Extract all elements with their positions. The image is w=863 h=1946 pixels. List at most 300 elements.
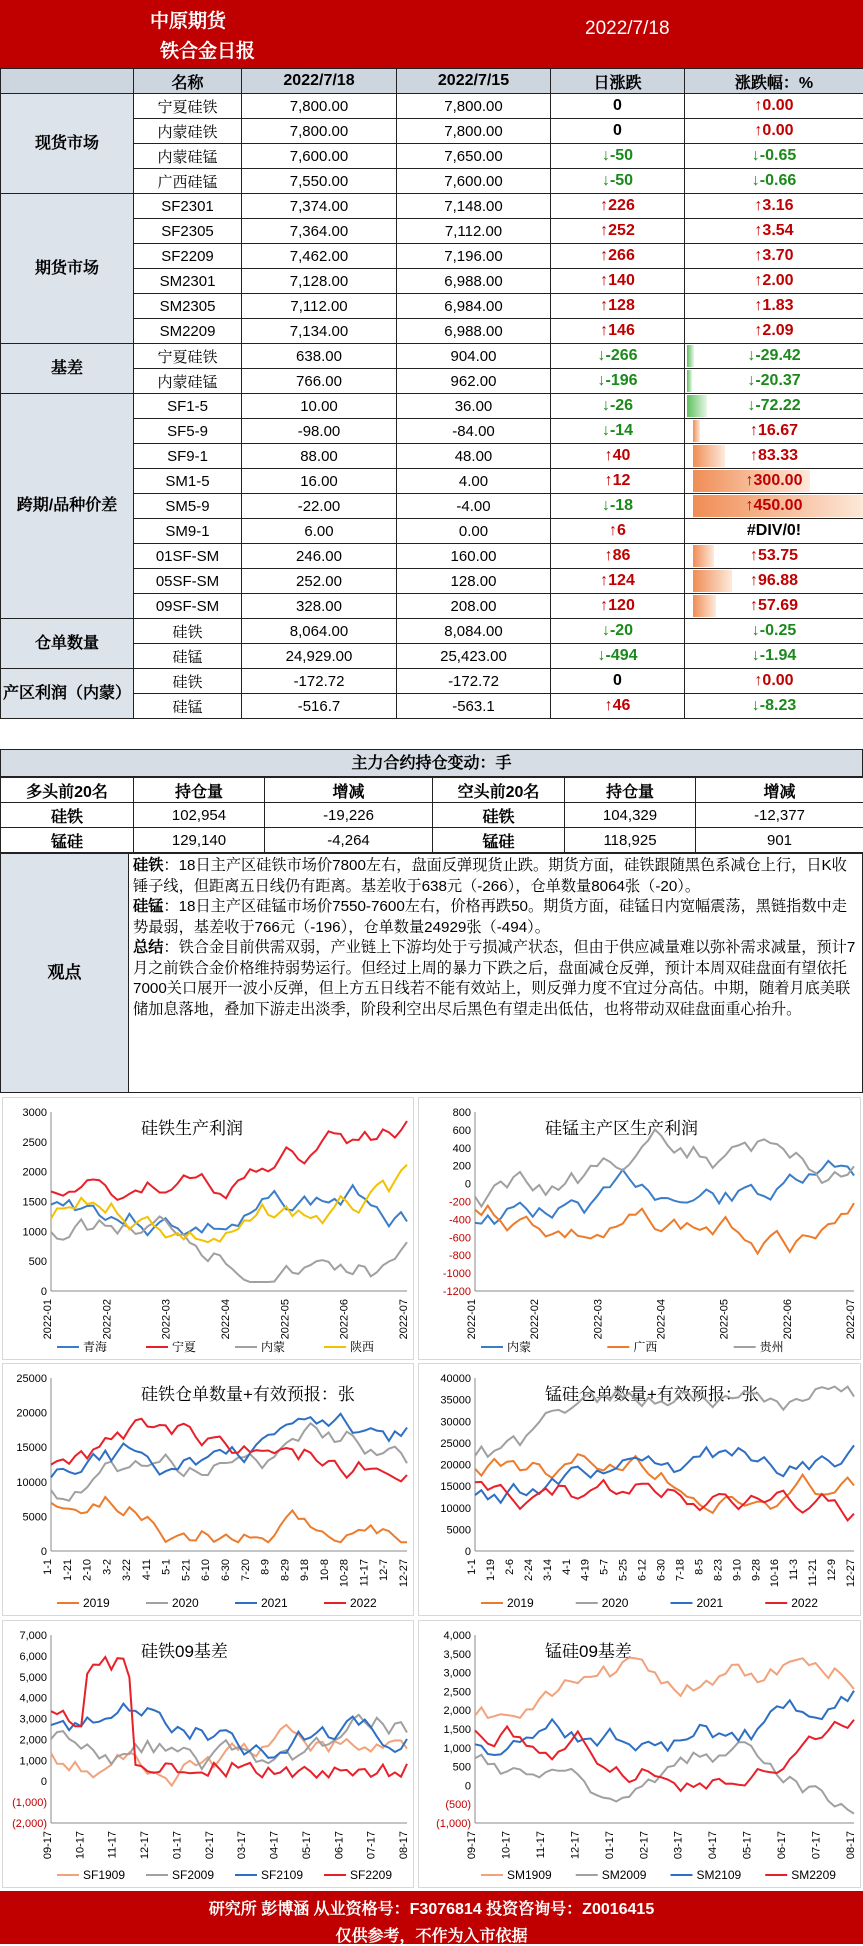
change-pct-value: ↑0.00 xyxy=(754,672,793,689)
positions-cell: 129,140 xyxy=(134,828,265,853)
x-tick-label: 06-17 xyxy=(776,1831,788,1859)
y-tick-label: 4,000 xyxy=(19,1693,47,1705)
x-tick-label: 3-22 xyxy=(121,1559,133,1581)
x-tick-label: 11-17 xyxy=(535,1831,547,1858)
value-today: -22.00 xyxy=(242,494,397,519)
series-line xyxy=(475,1203,854,1254)
legend-label: 宁夏 xyxy=(172,1340,196,1354)
y-tick-label: 400 xyxy=(453,1143,471,1155)
positions-header: 空头前20名 xyxy=(433,778,565,803)
legend-label: SM1909 xyxy=(507,1868,552,1882)
y-tick-label: 30000 xyxy=(440,1416,471,1428)
daily-change: ↑226 xyxy=(551,194,685,219)
x-tick-label: 2022-05 xyxy=(279,1299,291,1339)
positions-title: 主力合约持仓变动：手 xyxy=(0,749,863,777)
x-tick-label: 05-17 xyxy=(742,1831,754,1859)
legend-label: 2021 xyxy=(697,1596,724,1610)
row-name: 01SF-SM xyxy=(134,544,242,569)
table-row xyxy=(1,619,863,644)
positions-header: 持仓量 xyxy=(134,778,265,803)
value-prev: -172.72 xyxy=(397,669,551,694)
x-tick-label: 2022-01 xyxy=(42,1299,54,1339)
change-pct-value: ↓-0.25 xyxy=(752,622,796,639)
footer-disclaimer: 仅供参考，不作为入市依据 xyxy=(0,1923,863,1946)
change-pct-value: ↓-0.66 xyxy=(752,172,796,189)
value-today: 7,112.00 xyxy=(242,294,397,319)
chart-sf-warrants xyxy=(2,1363,414,1616)
positions-cell: -4,264 xyxy=(265,828,433,853)
row-name: SF9-1 xyxy=(134,444,242,469)
y-tick-label: (2,000) xyxy=(12,1818,47,1830)
x-tick-label: 8-23 xyxy=(712,1559,724,1581)
x-tick-label: 10-28 xyxy=(339,1559,351,1587)
x-tick-label: 1-1 xyxy=(42,1559,54,1575)
change-pct-value: ↓-1.94 xyxy=(752,647,796,664)
y-tick-label: 10000 xyxy=(440,1503,471,1515)
y-tick-label: 0 xyxy=(41,1546,47,1558)
row-name: 09SF-SM xyxy=(134,594,242,619)
daily-change: ↑140 xyxy=(551,269,685,294)
x-tick-label: 6-30 xyxy=(220,1559,232,1581)
positions-header: 增减 xyxy=(265,778,433,803)
x-tick-label: 2022-05 xyxy=(719,1299,731,1339)
x-tick-label: 1-19 xyxy=(485,1559,497,1581)
legend-label: SM2009 xyxy=(602,1868,647,1882)
viewpoint-key: 硅铁 xyxy=(133,857,163,874)
y-tick-label: -1200 xyxy=(443,1286,471,1298)
y-tick-label: 200 xyxy=(453,1161,471,1173)
x-tick-label: 3-2 xyxy=(101,1559,113,1575)
section-label: 期货市场 xyxy=(1,194,134,344)
series-line xyxy=(475,1480,854,1520)
x-tick-label: 12-9 xyxy=(826,1559,838,1581)
y-tick-label: 1,000 xyxy=(19,1755,47,1767)
value-prev: 48.00 xyxy=(397,444,551,469)
y-tick-label: 1,000 xyxy=(443,1743,471,1755)
daily-change: 0 xyxy=(551,669,685,694)
y-tick-label: 0 xyxy=(465,1179,471,1191)
y-tick-label: 20000 xyxy=(440,1460,471,1472)
chart-sf-basis xyxy=(2,1620,414,1888)
row-name: SF2209 xyxy=(134,244,242,269)
row-name: 05SF-SM xyxy=(134,569,242,594)
change-pct xyxy=(685,544,863,569)
value-today: 7,128.00 xyxy=(242,269,397,294)
column-header: 涨跌幅：% xyxy=(685,69,863,94)
y-tick-label: 25000 xyxy=(440,1438,471,1450)
change-pct xyxy=(685,444,863,469)
row-name: SM2305 xyxy=(134,294,242,319)
row-name: SM2301 xyxy=(134,269,242,294)
x-tick-label: 11-3 xyxy=(788,1559,800,1580)
y-tick-label: 3,000 xyxy=(443,1668,471,1680)
row-name: SF2305 xyxy=(134,219,242,244)
y-tick-label: 3000 xyxy=(23,1107,47,1119)
change-pct xyxy=(685,319,863,344)
x-tick-label: 10-17 xyxy=(500,1831,512,1859)
x-tick-label: 08-17 xyxy=(398,1831,410,1859)
value-prev: 8,084.00 xyxy=(397,619,551,644)
y-tick-label: 25000 xyxy=(16,1373,47,1385)
daily-change: ↑128 xyxy=(551,294,685,319)
daily-change: ↑6 xyxy=(551,519,685,544)
change-pct-value: ↑0.00 xyxy=(754,122,793,139)
data-bar xyxy=(687,370,692,392)
section-label: 现货市场 xyxy=(1,94,134,194)
value-prev: 7,800.00 xyxy=(397,119,551,144)
series-line xyxy=(51,1704,407,1758)
change-pct xyxy=(685,519,863,544)
x-tick-label: 03-17 xyxy=(673,1831,685,1859)
legend-label: 广西 xyxy=(633,1339,657,1354)
y-tick-label: -800 xyxy=(449,1250,471,1262)
y-tick-label: -200 xyxy=(449,1197,471,1209)
x-tick-label: 10-17 xyxy=(74,1831,86,1859)
x-tick-label: 5-7 xyxy=(599,1559,611,1575)
value-today: 7,600.00 xyxy=(242,144,397,169)
y-tick-label: 0 xyxy=(41,1286,47,1298)
daily-change: 0 xyxy=(551,119,685,144)
y-tick-label: 1000 xyxy=(23,1226,47,1238)
value-today: 328.00 xyxy=(242,594,397,619)
x-tick-label: 02-17 xyxy=(638,1831,650,1859)
chart-title: 硅铁09基差 xyxy=(141,1642,228,1661)
series-line xyxy=(51,1165,407,1243)
table-row xyxy=(1,194,863,219)
value-prev: 208.00 xyxy=(397,594,551,619)
x-tick-label: 11-21 xyxy=(807,1559,819,1586)
value-prev: -84.00 xyxy=(397,419,551,444)
y-tick-label: 3,500 xyxy=(443,1649,471,1661)
y-tick-label: 2,500 xyxy=(443,1686,471,1698)
value-today: 252.00 xyxy=(242,569,397,594)
daily-change: ↓-266 xyxy=(551,344,685,369)
value-today: 6.00 xyxy=(242,519,397,544)
x-tick-label: 01-17 xyxy=(604,1831,616,1859)
x-tick-label: 07-17 xyxy=(811,1831,823,1859)
x-tick-label: 1-1 xyxy=(466,1559,478,1575)
change-pct-value: ↓-20.37 xyxy=(747,372,800,389)
value-prev: 7,196.00 xyxy=(397,244,551,269)
legend-label: 2019 xyxy=(507,1596,534,1610)
daily-change: ↓-196 xyxy=(551,369,685,394)
series-line xyxy=(475,1691,854,1755)
x-tick-label: 2022-03 xyxy=(592,1299,604,1339)
change-pct xyxy=(685,694,863,719)
daily-change: ↓-50 xyxy=(551,144,685,169)
change-pct-value: ↓-0.65 xyxy=(752,147,796,164)
value-prev: 7,148.00 xyxy=(397,194,551,219)
value-today: 10.00 xyxy=(242,394,397,419)
x-tick-label: 09-17 xyxy=(466,1831,478,1859)
change-pct xyxy=(685,94,863,119)
positions-header: 多头前20名 xyxy=(1,778,134,803)
value-today: 638.00 xyxy=(242,344,397,369)
change-pct-value: ↑3.16 xyxy=(754,197,793,214)
report-header xyxy=(0,0,863,68)
chart-title: 硅铁生产利润 xyxy=(141,1119,243,1138)
value-prev: 7,600.00 xyxy=(397,169,551,194)
change-pct-value: ↑3.70 xyxy=(754,247,793,264)
y-tick-label: 5000 xyxy=(23,1511,47,1523)
market-table xyxy=(0,68,863,719)
daily-change: ↑86 xyxy=(551,544,685,569)
row-name: 内蒙硅锰 xyxy=(134,144,242,169)
data-bar xyxy=(693,420,700,442)
change-pct-value: ↑16.67 xyxy=(750,422,798,439)
positions-cell: -19,226 xyxy=(265,803,433,828)
chart-title: 锰硅09基差 xyxy=(545,1642,632,1661)
value-today: 7,550.00 xyxy=(242,169,397,194)
change-pct xyxy=(685,119,863,144)
y-tick-label: 800 xyxy=(453,1107,471,1119)
row-name: 宁夏硅铁 xyxy=(134,94,242,119)
row-name: 宁夏硅铁 xyxy=(134,344,242,369)
value-prev: 6,984.00 xyxy=(397,294,551,319)
x-tick-label: 2022-07 xyxy=(845,1299,857,1339)
y-tick-label: 15000 xyxy=(440,1481,471,1493)
legend-label: SF2109 xyxy=(261,1868,303,1882)
daily-change: ↑120 xyxy=(551,594,685,619)
positions-header-row xyxy=(1,778,863,803)
change-pct xyxy=(685,594,863,619)
change-pct-value: ↑1.83 xyxy=(754,297,793,314)
header-blank xyxy=(1,69,134,94)
positions-row xyxy=(1,828,863,853)
x-tick-label: 10-8 xyxy=(319,1559,331,1581)
y-tick-label: 0 xyxy=(41,1776,47,1788)
value-prev: 36.00 xyxy=(397,394,551,419)
x-tick-label: 5-1 xyxy=(161,1559,173,1575)
y-tick-label: 500 xyxy=(453,1762,471,1774)
value-today: 246.00 xyxy=(242,544,397,569)
y-tick-label: 5,000 xyxy=(19,1672,47,1684)
change-pct-value: ↑300.00 xyxy=(746,472,803,489)
value-today: 24,929.00 xyxy=(242,644,397,669)
change-pct xyxy=(685,294,863,319)
change-pct xyxy=(685,219,863,244)
value-prev: -563.1 xyxy=(397,694,551,719)
row-name: SM2209 xyxy=(134,319,242,344)
value-today: 8,064.00 xyxy=(242,619,397,644)
daily-change: ↓-26 xyxy=(551,394,685,419)
legend-label: 2021 xyxy=(261,1596,288,1610)
y-tick-label: 6,000 xyxy=(19,1651,47,1663)
row-name: SM9-1 xyxy=(134,519,242,544)
daily-change: ↑124 xyxy=(551,569,685,594)
y-tick-label: 500 xyxy=(29,1256,47,1268)
row-name: SM1-5 xyxy=(134,469,242,494)
viewpoint-key: 总结 xyxy=(133,939,163,956)
series-line xyxy=(51,1715,407,1769)
value-today: -98.00 xyxy=(242,419,397,444)
column-header: 2022/7/15 xyxy=(397,69,551,94)
row-name: 内蒙硅锰 xyxy=(134,369,242,394)
report-date: 2022/7/18 xyxy=(585,18,670,40)
row-name: 硅锰 xyxy=(134,694,242,719)
y-tick-label: 2,000 xyxy=(19,1734,47,1746)
value-prev: -4.00 xyxy=(397,494,551,519)
change-pct-value: ↑450.00 xyxy=(746,497,803,514)
value-prev: 25,423.00 xyxy=(397,644,551,669)
x-tick-label: 12-27 xyxy=(398,1559,410,1587)
y-tick-label: 0 xyxy=(465,1780,471,1792)
change-pct-value: ↑2.00 xyxy=(754,272,793,289)
value-prev: 7,650.00 xyxy=(397,144,551,169)
x-tick-label: 04-17 xyxy=(269,1831,281,1859)
value-prev: 962.00 xyxy=(397,369,551,394)
daily-change: ↑46 xyxy=(551,694,685,719)
viewpoint-body: ：18日主产区硅锰市场价7550-7600左右，价格再跌50。期货方面，硅锰日内宽幅震荡，黑链指数中走势最弱，基差收于766元（-196），仓单数量24929张（-494）。 xyxy=(133,898,847,936)
value-prev: 128.00 xyxy=(397,569,551,594)
legend-label: SF2209 xyxy=(350,1868,392,1882)
y-tick-label: 40000 xyxy=(440,1373,471,1385)
y-tick-label: 15000 xyxy=(16,1442,47,1454)
y-tick-label: 1500 xyxy=(23,1197,47,1209)
row-name: 硅锰 xyxy=(134,644,242,669)
change-pct xyxy=(685,669,863,694)
daily-change: ↓-18 xyxy=(551,494,685,519)
legend-label: 内蒙 xyxy=(507,1339,531,1354)
viewpoint-body: ：18日主产区硅铁市场价7800左右，盘面反弹现货止跌。期货方面，硅铁跟随黑色系减仓上行，日K收锤子线，但距离五日线仍有距离。基差收于638元（-266），仓单数量8064张（-20）。 xyxy=(133,857,847,895)
series-line xyxy=(51,1423,407,1500)
daily-change: ↑146 xyxy=(551,319,685,344)
x-tick-label: 6-30 xyxy=(656,1559,668,1581)
positions-cell: 硅铁 xyxy=(433,803,565,828)
x-tick-label: 2022-02 xyxy=(529,1299,541,1339)
x-tick-label: 8-29 xyxy=(279,1559,291,1581)
positions-cell: 102,954 xyxy=(134,803,265,828)
x-tick-label: 07-17 xyxy=(366,1831,378,1859)
y-tick-label: (1,000) xyxy=(12,1797,47,1809)
value-today: -516.7 xyxy=(242,694,397,719)
y-tick-label: 3,000 xyxy=(19,1714,47,1726)
data-bar xyxy=(687,345,694,367)
change-pct xyxy=(685,569,863,594)
y-tick-label: -600 xyxy=(449,1232,471,1244)
value-today: 7,364.00 xyxy=(242,219,397,244)
row-name: 内蒙硅铁 xyxy=(134,119,242,144)
y-tick-label: 2,000 xyxy=(443,1705,471,1717)
legend-label: 青海 xyxy=(83,1339,107,1354)
x-tick-label: 11-17 xyxy=(358,1559,370,1586)
x-tick-label: 2-10 xyxy=(82,1559,94,1581)
table-row xyxy=(1,669,863,694)
column-header: 名称 xyxy=(134,69,242,94)
viewpoint-text xyxy=(133,856,857,1020)
value-today: 7,462.00 xyxy=(242,244,397,269)
series-line xyxy=(475,1161,854,1224)
x-tick-label: 04-17 xyxy=(707,1831,719,1859)
section-label: 产区利润（内蒙） xyxy=(1,669,134,719)
data-bar xyxy=(693,445,725,467)
x-tick-label: 06-17 xyxy=(333,1831,345,1859)
table-row xyxy=(1,94,863,119)
viewpoint-paragraph xyxy=(133,897,857,938)
footer-analyst: 研究所 彭博涵 从业资格号：F3076814 投资咨询号：Z0016415 xyxy=(0,1896,863,1919)
daily-change: ↓-494 xyxy=(551,644,685,669)
legend-label: SF2009 xyxy=(172,1868,214,1882)
viewpoint-paragraph xyxy=(133,856,857,897)
x-tick-label: 12-17 xyxy=(569,1831,581,1859)
change-pct xyxy=(685,269,863,294)
change-pct xyxy=(685,644,863,669)
row-name: 硅铁 xyxy=(134,669,242,694)
report-title: 铁合金日报 xyxy=(160,36,255,63)
value-prev: 4.00 xyxy=(397,469,551,494)
legend-label: SM2109 xyxy=(697,1868,742,1882)
value-prev: 7,800.00 xyxy=(397,94,551,119)
x-tick-label: 9-10 xyxy=(731,1559,743,1581)
change-pct-value: ↑57.69 xyxy=(750,597,798,614)
daily-change: ↑266 xyxy=(551,244,685,269)
y-tick-label: 10000 xyxy=(16,1477,47,1489)
row-name: SF2301 xyxy=(134,194,242,219)
value-today: 7,134.00 xyxy=(242,319,397,344)
x-tick-label: 2022-06 xyxy=(782,1299,794,1339)
chart-sm-profit xyxy=(418,1097,861,1360)
y-tick-label: 1,500 xyxy=(443,1724,471,1736)
x-tick-label: 8-9 xyxy=(260,1559,272,1575)
x-tick-label: 03-17 xyxy=(236,1831,248,1859)
x-tick-label: 09-17 xyxy=(42,1831,54,1859)
y-tick-label: (1,000) xyxy=(436,1818,471,1830)
data-bar xyxy=(693,570,732,592)
legend-label: 贵州 xyxy=(760,1339,784,1354)
viewpoint-body: ：铁合金目前供需双弱，产业链上下游均处于亏损减产状态，但由于供应减量难以弥补需求减量，预计7月之前铁合金价格维持弱势运行。但经过上周的暴力下跌之后，盘面减仓反弹，预计本周双硅盘面有望依托7000关口展开一波小反弹，但上方五日线若不能有效站上，则反弹力度不宜过分高估。中期，随着月底美联储加息落地，叠加下游走出淡季，阶段利空出尽后黑色有望走出低估，也将带动双硅盘面重心抬升。 xyxy=(133,939,855,1018)
change-pct xyxy=(685,344,863,369)
x-tick-label: 2022-03 xyxy=(161,1299,173,1339)
value-prev: 904.00 xyxy=(397,344,551,369)
chart-title: 锰硅仓单数量+有效预报：张 xyxy=(545,1385,759,1404)
table-row xyxy=(1,394,863,419)
table-row xyxy=(1,344,863,369)
positions-cell: 硅铁 xyxy=(1,803,134,828)
change-pct-value: #DIV/0! xyxy=(747,522,801,539)
viewpoint-key: 硅锰 xyxy=(133,898,163,915)
change-pct xyxy=(685,244,863,269)
value-today: 766.00 xyxy=(242,369,397,394)
positions-cell: -12,377 xyxy=(696,803,863,828)
chart-sm-warrants xyxy=(418,1363,861,1616)
x-tick-label: 7-18 xyxy=(674,1559,686,1581)
positions-header: 增减 xyxy=(696,778,863,803)
series-line xyxy=(51,1414,407,1478)
value-today: -172.72 xyxy=(242,669,397,694)
x-tick-label: 08-17 xyxy=(845,1831,857,1859)
legend-label: 2022 xyxy=(350,1596,377,1610)
x-tick-label: 4-11 xyxy=(141,1559,153,1580)
series-line xyxy=(51,1419,407,1482)
y-tick-label: 4,000 xyxy=(443,1630,471,1642)
series-line xyxy=(475,1658,854,1718)
column-header: 日涨跌 xyxy=(551,69,685,94)
daily-change: 0 xyxy=(551,94,685,119)
change-pct-value: ↓-8.23 xyxy=(752,697,796,714)
daily-change: ↓-50 xyxy=(551,169,685,194)
daily-change: ↓-14 xyxy=(551,419,685,444)
positions-cell: 901 xyxy=(696,828,863,853)
x-tick-label: 10-16 xyxy=(769,1559,781,1587)
daily-change: ↑40 xyxy=(551,444,685,469)
change-pct-value: ↓-29.42 xyxy=(747,347,800,364)
row-name: SM5-9 xyxy=(134,494,242,519)
chart-title: 硅锰主产区生产利润 xyxy=(545,1119,698,1138)
y-tick-label: -1000 xyxy=(443,1268,471,1280)
change-pct xyxy=(685,494,863,519)
value-today: 7,374.00 xyxy=(242,194,397,219)
positions-cell: 118,925 xyxy=(565,828,696,853)
